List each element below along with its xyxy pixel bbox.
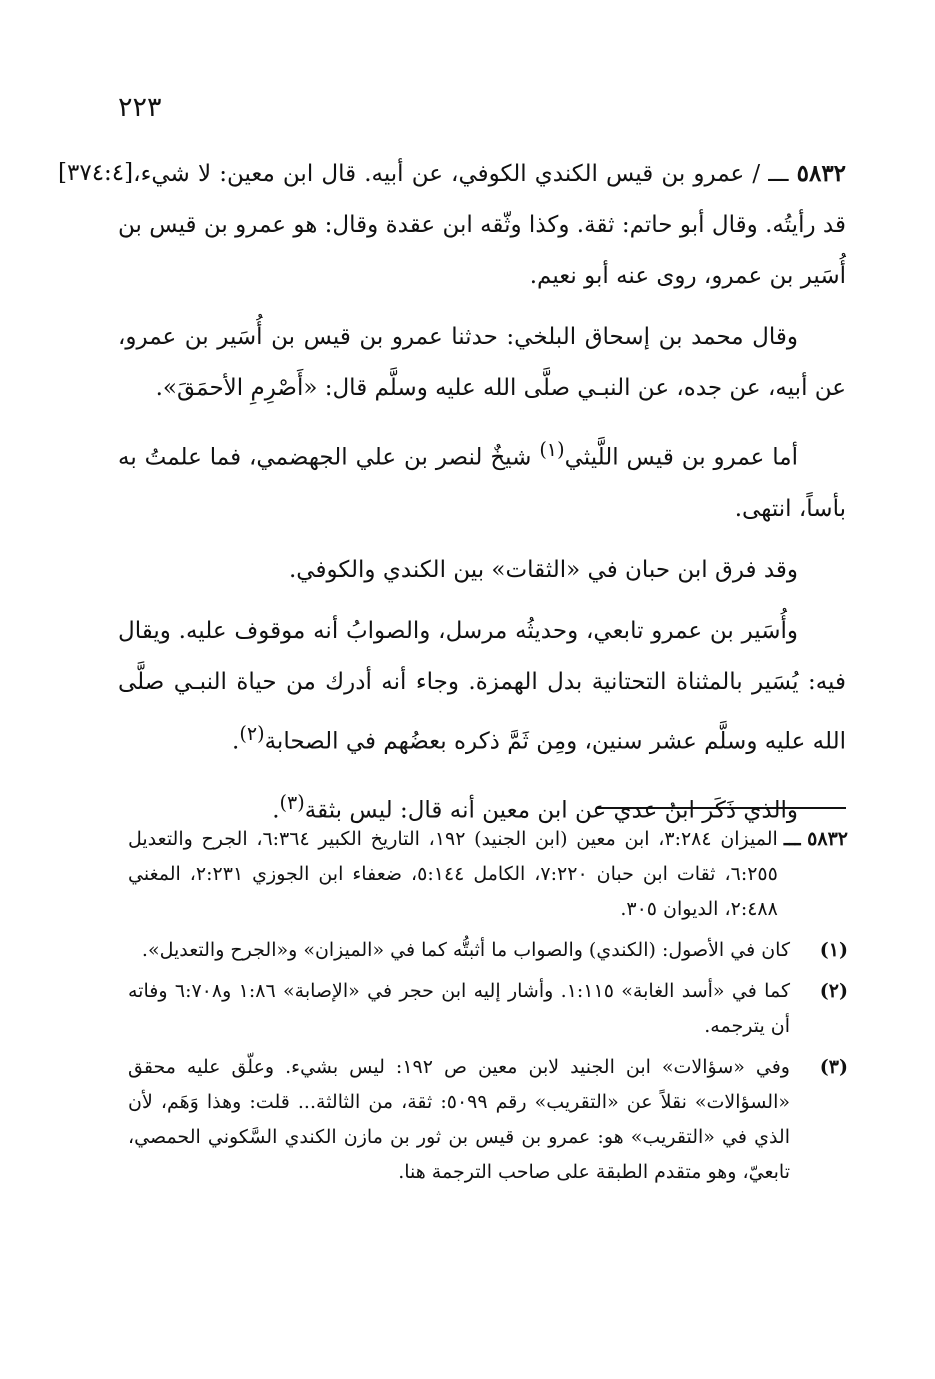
footnote-2	[128, 974, 848, 1044]
entry-body	[58, 148, 847, 837]
entry-paragraph-1	[58, 148, 847, 302]
paragraph-5-end: .	[232, 728, 240, 755]
entry-separator: ـــ /	[752, 161, 789, 187]
footnote-ref-2: (٢)	[239, 721, 265, 745]
footnote-text: كما في «أسد الغابة» ١:١١٥. وأشار إليه ابن حجر في «الإصابة» ١:٨٦ و٦:٧٠٨ وفاته أن يترجمه.	[128, 980, 790, 1037]
footnotes-section	[128, 822, 848, 1196]
entry-paragraph-2: وقال محمد بن إسحاق البلخي: حدثنا عمرو بن قيس بن أُسَير بن عمرو، عن أبيه، عن جده، عن النبـي صلَّى الله عليه وسلَّم قال: «أَصْرِمِ الأحمَقَ».	[118, 324, 846, 401]
paragraph-6-end: .	[272, 797, 280, 824]
footnote-sources	[128, 822, 848, 927]
footnote-text: الميزان ٣:٢٨٤، ابن معين (ابن الجنيد) ١٩٢، التاريخ الكبير ٦:٣٦٤، الجرح والتعديل ٦:٢٥٥، ثقات ابن حبان ٧:٢٢٠، الكامل ٥:١٤٤، ضعفاء ابن الجوزي ٢:٢٣١، المغني ٢:٤٨٨، الديوان ٣٠٥.	[128, 828, 778, 920]
entry-number: ٥٨٣٢	[796, 160, 847, 187]
footnote-3	[128, 1050, 848, 1190]
footnote-1	[128, 933, 848, 968]
footnote-ref-1: (١)	[539, 438, 565, 461]
footnote-text: وفي «سؤالات» ابن الجنيد لابن معين ص ١٩٢: ليس بشيء. وعلّق عليه محقق «السؤالات» نقلاً عن «التقريب» رقم ٥٠٩٩: ثقة، من الثالثة... قلت: وهذا وَهَم، لأن الذي في «التقريب» هو: عمرو بن قيس بن ثور بن مازن الكندي السَّكوني الحمصي، تابعيّ، وهو متقدم الطبقة على صاحب الترجمة هنا.	[128, 1056, 790, 1183]
entry-paragraph-4: وقد فرق ابن حبان في «الثقات» بين الكندي والكوفي.	[288, 556, 798, 583]
paragraph-5-text: وأُسَير بن عمرو تابعي، وحديثُه مرسل، والصوابُ أنه موقوف عليه. ويقال فيه: يُسَير بالمثناة التحتانية بدل الهمزة. وجاء أنه أدرك من حياة النبـي صلَّى الله عليه وسلَّم عشر سنين، ومِن ثَمَّ ذكره بعضُهم في الصحابة	[118, 617, 846, 755]
footnote-ref-3: (٣)	[279, 791, 305, 815]
margin-reference: [٣٧٤:٤]	[58, 160, 134, 186]
page-number: ٢٢٣	[118, 92, 162, 123]
footnote-label: ٥٨٣٢ ـــ	[783, 828, 848, 850]
entry-paragraph-3	[118, 424, 846, 535]
entry-paragraph-5	[118, 606, 846, 768]
paragraph-3-text-b: شيخٌ لنصر بن علي الجهضمي، فما علمتُ به بأساً، انتهى.	[118, 444, 846, 522]
footnote-label: (٣)	[819, 1056, 848, 1078]
footnote-label: (١)	[819, 939, 848, 961]
paragraph-6-text: والذي ذَكَر ابنُ عدي عن ابن معين أنه قال: ليس بثقة	[304, 797, 798, 824]
footnote-divider	[596, 807, 846, 809]
entry-text: عمرو بن قيس الكندي الكوفي، عن أبيه. قال ابن معين: لا شيء، قد رأيتُه. وقال أبو حاتم: ثقة. وكذا وثّقه ابن عقدة وقال: هو عمرو بن قيس بن أُسَير بن عمرو، روى عنه أبو نعيم.	[118, 161, 846, 289]
paragraph-3-text-a: أما عمرو بن قيس اللَّيثي	[564, 444, 799, 471]
footnote-label: (٢)	[819, 980, 848, 1002]
footnote-text: كان في الأصول: (الكندي) والصواب ما أثبتُّه كما في «الميزان» و«الجرح والتعديل».	[141, 939, 790, 961]
